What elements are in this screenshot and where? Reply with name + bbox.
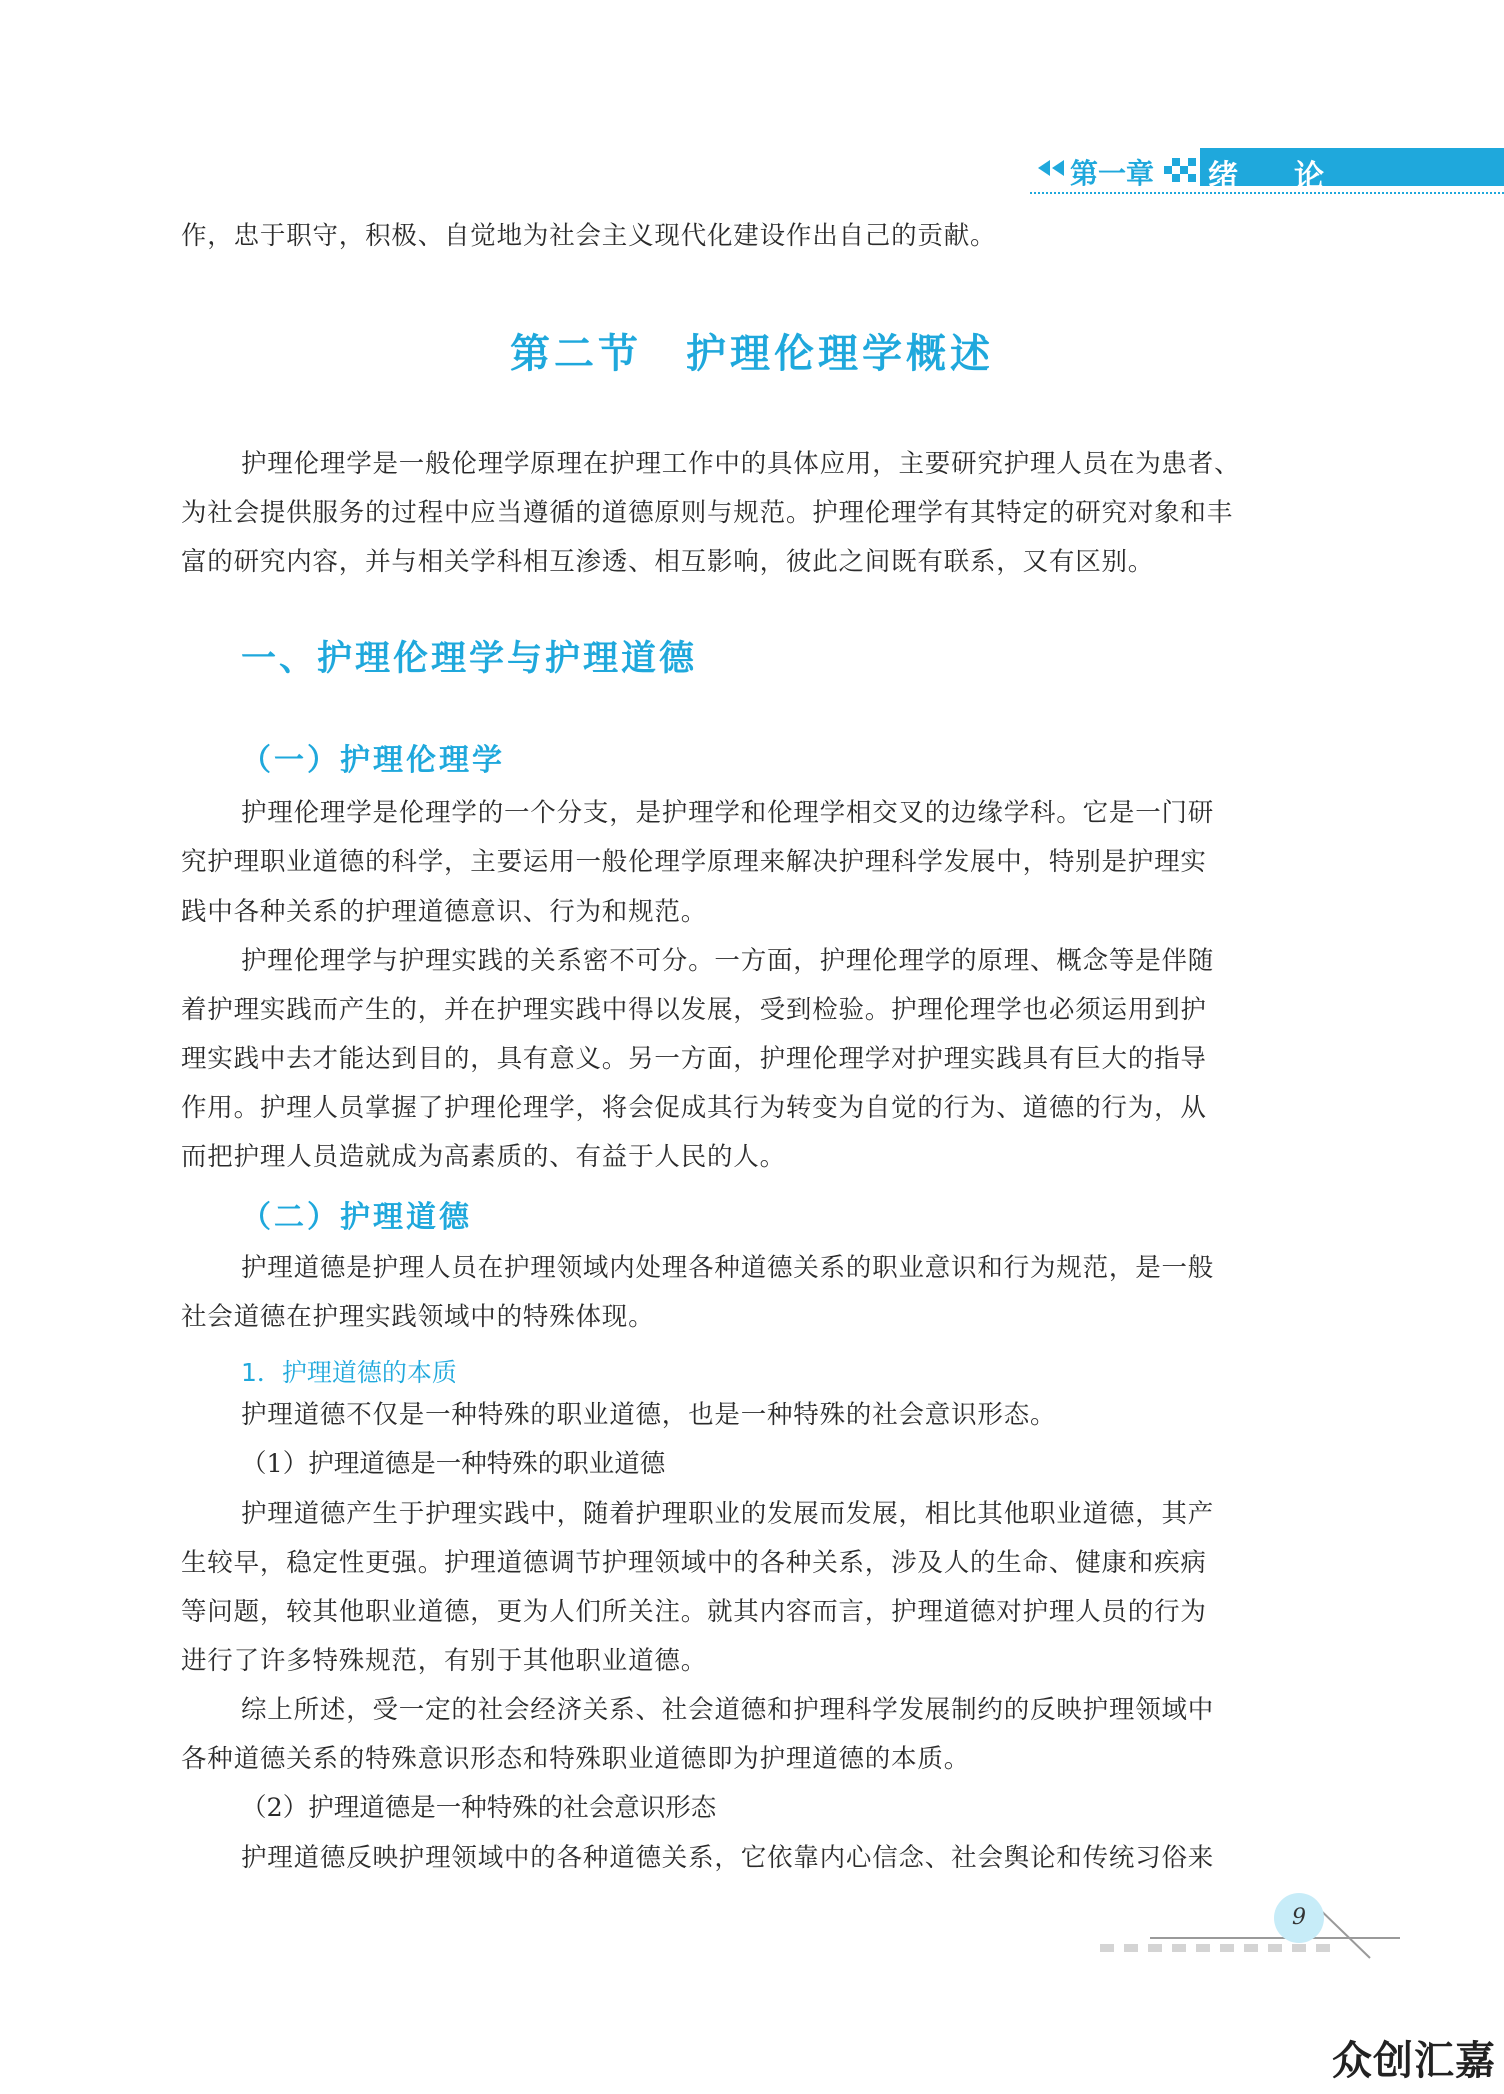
numbered-item: （2）护理道德是一种特殊的社会意识形态 [241,1793,717,1823]
paragraph-line: 而把护理人员造就成为高素质的、有益于人民的人。 [181,1142,786,1172]
heading-level-2: （一）护理伦理学 [241,743,505,778]
chapter-label: 第一章 [1070,157,1155,190]
paragraph-line: 社会道德在护理实践领域中的特殊体现。 [181,1302,655,1332]
heading-level-2: （二）护理道德 [241,1200,472,1235]
paragraph-line: 护理伦理学与护理实践的关系密不可分。一方面，护理伦理学的原理、概念等是伴随 [241,946,1215,976]
paragraph-line: 践中各种关系的护理道德意识、行为和规范。 [181,897,708,927]
heading-level-1: 一、护理伦理学与护理道德 [241,639,698,679]
paragraph-line: 护理道德不仅是一种特殊的职业道德，也是一种特殊的社会意识形态。 [241,1400,1057,1430]
paragraph-line: 生较早，稳定性更强。护理道德调节护理领域中的各种关系，涉及人的生命、健康和疾病 [181,1548,1207,1578]
chapter-title: 绪论 [1208,159,1380,194]
page-number [1274,1893,1324,1943]
watermark-logo: 众创汇嘉 [1332,2038,1496,2084]
page-number-text: 9 [1292,1905,1306,1930]
paragraph-line: 着护理实践而产生的，并在护理实践中得以发展，受到检验。护理伦理学也必须运用到护 [181,995,1207,1025]
paragraph-line: 护理道德反映护理领域中的各种道德关系，它依靠内心信念、社会舆论和传统习俗来 [241,1843,1215,1873]
paragraph-line: 究护理职业道德的科学，主要运用一般伦理学原理来解决护理科学发展中，特别是护理实 [181,847,1207,877]
running-header [1030,148,1504,194]
paragraph-line: 护理道德产生于护理实践中，随着护理职业的发展而发展，相比其他职业道德，其产 [241,1499,1215,1529]
intro-line: 护理伦理学是一般伦理学原理在护理工作中的具体应用，主要研究护理人员在为患者、 [241,449,1241,479]
header-divider [1030,192,1504,194]
paragraph-line: 等问题，较其他职业道德，更为人们所关注。就其内容而言，护理道德对护理人员的行为 [181,1597,1207,1627]
paragraph-line: 进行了许多特殊规范，有别于其他职业道德。 [181,1646,708,1676]
numbered-item: （1）护理道德是一种特殊的职业道德 [241,1449,666,1479]
paragraph-line: 综上所述，受一定的社会经济关系、社会道德和护理科学发展制约的反映护理领域中 [241,1695,1215,1725]
section-title: 第二节 护理伦理学概述 [510,331,994,377]
paragraph-line: 作用。护理人员掌握了护理伦理学，将会促成其行为转变为自觉的行为、道德的行为，从 [181,1093,1207,1123]
paragraph-line: 理实践中去才能达到目的，具有意义。另一方面，护理伦理学对护理实践具有巨大的指导 [181,1044,1207,1074]
double-left-arrow-icon [1036,158,1066,178]
intro-line: 为社会提供服务的过程中应当遵循的道德原则与规范。护理伦理学有其特定的研究对象和丰 [181,498,1234,528]
paragraph-line: 各种道德关系的特殊意识形态和特殊职业道德即为护理道德的本质。 [181,1744,971,1774]
paragraph-line: 护理道德是护理人员在护理领域内处理各种道德关系的职业意识和行为规范，是一般 [241,1253,1215,1283]
intro-line: 富的研究内容，并与相关学科相互渗透、相互影响，彼此之间既有联系，又有区别。 [181,547,1155,577]
heading-level-3: 1．护理道德的本质 [241,1358,457,1387]
checker-decoration-icon [1164,158,1198,182]
paragraph: 作，忠于职守，积极、自觉地为社会主义现代化建设作出自己的贡献。 [181,221,997,251]
paragraph-line: 护理伦理学是伦理学的一个分支，是护理学和伦理学相交叉的边缘学科。它是一门研 [241,798,1215,828]
footer-decoration-icon [1090,1894,1410,1964]
